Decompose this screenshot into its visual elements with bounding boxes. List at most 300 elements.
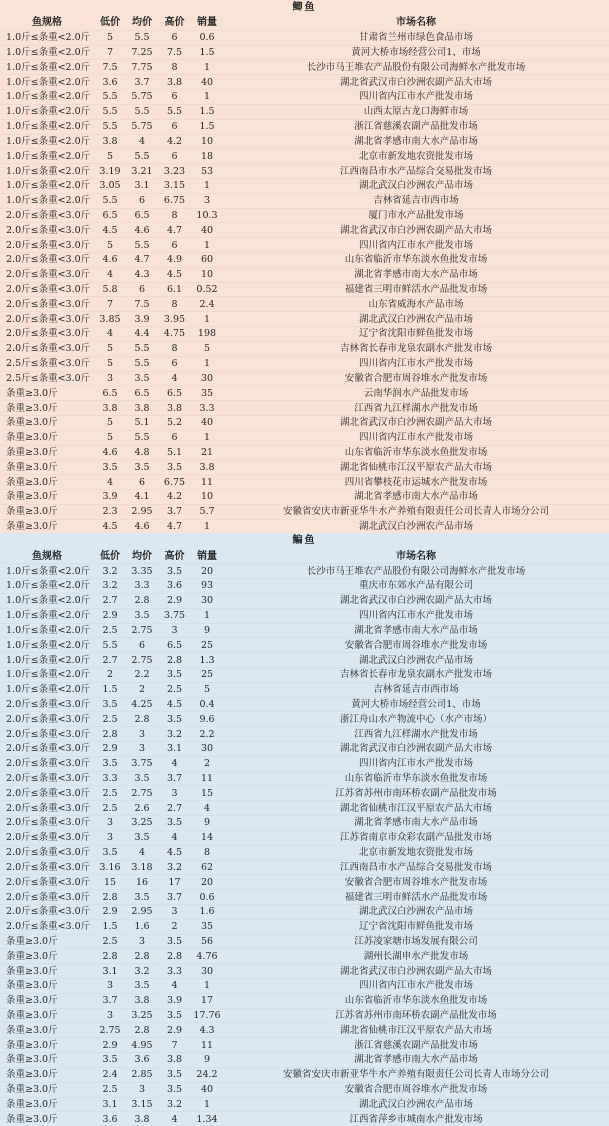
cell-volume: 1.5 [191, 104, 223, 119]
cell-high: 2.5 [158, 682, 191, 697]
cell-high: 8 [158, 297, 191, 312]
cell-spec: 条重≥3.0斤 [0, 415, 94, 430]
table-row [0, 653, 609, 668]
cell-volume: 1 [191, 356, 223, 371]
header-volume: 销量 [197, 550, 217, 562]
cell-high: 4 [158, 371, 191, 386]
cell-high: 6.5 [158, 638, 191, 653]
cell-low: 4 [94, 327, 126, 342]
table-row [0, 1038, 609, 1053]
cell-avg: 3.9 [126, 312, 158, 327]
cell-avg: 2.2 [126, 667, 158, 682]
cell-market: 安徽省合肥市周谷堆水产批发市场 [223, 638, 609, 653]
cell-market: 湖北武汉白沙洲农产品市场 [223, 1097, 609, 1112]
cell-market: 长沙市马王堆农产品股份有限公司海鲜水产批发市场 [223, 564, 609, 579]
table-row [0, 445, 609, 460]
cell-spec: 2.0斤≤条重<3.0斤 [0, 208, 94, 223]
cell-spec: 2.0斤≤条重<3.0斤 [0, 830, 94, 845]
crucian-table-body [0, 30, 609, 533]
cell-low: 4.6 [94, 445, 126, 460]
table-header-row [0, 16, 609, 30]
cell-spec: 2.0斤≤条重<3.0斤 [0, 890, 94, 905]
cell-market: 黄河大桥市场经营公司1、市场 [223, 697, 609, 712]
cell-high: 3.5 [158, 1067, 191, 1082]
cell-avg: 3.25 [126, 816, 158, 831]
cell-spec: 2.0斤≤条重<3.0斤 [0, 223, 94, 238]
cell-low: 3.6 [94, 1112, 126, 1126]
cell-high: 3.5 [158, 934, 191, 949]
cell-avg: 3.21 [126, 164, 158, 179]
cell-low: 2.9 [94, 904, 126, 919]
cell-high: 2 [158, 919, 191, 934]
cell-spec: 1.0斤≤条重<2.0斤 [0, 119, 94, 134]
cell-volume: 1.5 [191, 119, 223, 134]
cell-avg: 6 [126, 475, 158, 490]
cell-avg: 5.5 [126, 30, 158, 45]
cell-spec: 条重≥3.0斤 [0, 1067, 94, 1082]
cell-high: 7 [158, 1038, 191, 1053]
table-row [0, 30, 609, 45]
cell-low: 2.8 [94, 890, 126, 905]
cell-market: 湖州长湖申水产批发市场 [223, 949, 609, 964]
table-row [0, 475, 609, 490]
cell-high: 4.9 [158, 253, 191, 268]
table-row [0, 875, 609, 890]
table-row [0, 816, 609, 831]
cell-high: 2.8 [158, 653, 191, 668]
cell-volume: 2.4 [191, 297, 223, 312]
cell-low: 5 [94, 430, 126, 445]
cell-low: 3.1 [94, 1097, 126, 1112]
cell-high: 3.5 [158, 712, 191, 727]
cell-low: 2.5 [94, 712, 126, 727]
cell-market: 吉林省长春市龙泉农副水产批发市场 [223, 667, 609, 682]
table-row [0, 593, 609, 608]
cell-avg: 5.5 [126, 149, 158, 164]
cell-high: 3.7 [158, 890, 191, 905]
cell-volume: 40 [191, 75, 223, 90]
cell-avg: 4.8 [126, 445, 158, 460]
cell-volume: 60 [191, 253, 223, 268]
cell-avg: 3 [126, 742, 158, 757]
cell-volume: 15 [191, 786, 223, 801]
cell-high: 3.75 [158, 608, 191, 623]
chub-table-body [0, 564, 609, 1126]
cell-avg: 4.6 [126, 223, 158, 238]
table-row [0, 430, 609, 445]
table-row [0, 75, 609, 90]
cell-volume: 0.4 [191, 697, 223, 712]
table-row [0, 1008, 609, 1023]
cell-avg: 3.8 [126, 401, 158, 416]
cell-volume: 3 [191, 193, 223, 208]
cell-low: 3.8 [94, 134, 126, 149]
cell-market: 湖北省武汉市白沙洲农副产品大市场 [223, 223, 609, 238]
cell-market: 浙江省慈溪农副产品批发市场 [223, 119, 609, 134]
cell-market: 四川省内江市水产批发市场 [223, 430, 609, 445]
cell-market: 安徽省合肥市周谷堆水产批发市场 [223, 875, 609, 890]
cell-avg: 2.75 [126, 623, 158, 638]
cell-market: 山东省威海水产品市场 [223, 297, 609, 312]
cell-market: 湖北省孝感市南大水产品市场 [223, 134, 609, 149]
cell-spec: 1.0斤≤条重<2.0斤 [0, 564, 94, 579]
cell-volume: 17 [191, 993, 223, 1008]
cell-spec: 2.0斤≤条重<3.0斤 [0, 875, 94, 890]
cell-volume: 0.52 [191, 282, 223, 297]
cell-high: 3.3 [158, 964, 191, 979]
cell-avg: 3.6 [126, 1053, 158, 1068]
cell-avg: 3.35 [126, 564, 158, 579]
cell-volume: 1.6 [191, 904, 223, 919]
cell-avg: 3.25 [126, 1008, 158, 1023]
cell-high: 6 [158, 90, 191, 105]
chub-section [0, 533, 609, 1126]
cell-low: 3.8 [94, 401, 126, 416]
cell-spec: 1.0斤≤条重<2.0斤 [0, 75, 94, 90]
cell-high: 3.5 [158, 1008, 191, 1023]
cell-volume: 40 [191, 223, 223, 238]
cell-avg: 3.3 [126, 579, 158, 594]
table-row [0, 993, 609, 1008]
table-row [0, 238, 609, 253]
table-row [0, 267, 609, 282]
cell-spec: 1.0斤≤条重<2.0斤 [0, 579, 94, 594]
cell-market: 湖北省武汉市白沙洲农副产品大市场 [223, 593, 609, 608]
cell-low: 5 [94, 149, 126, 164]
cell-volume: 14 [191, 830, 223, 845]
cell-low: 3.2 [94, 564, 126, 579]
cell-avg: 6.5 [126, 208, 158, 223]
cell-high: 3.7 [158, 504, 191, 519]
cell-market: 四川省内江市水产批发市场 [223, 238, 609, 253]
cell-volume: 9 [191, 1053, 223, 1068]
cell-high: 2.7 [158, 801, 191, 816]
chub-price-table [0, 549, 609, 1126]
table-row [0, 371, 609, 386]
table-row [0, 490, 609, 505]
cell-volume: 4.76 [191, 949, 223, 964]
cell-high: 7.5 [158, 45, 191, 60]
cell-spec: 条重≥3.0斤 [0, 1023, 94, 1038]
cell-low: 2.4 [94, 1067, 126, 1082]
cell-avg: 3 [126, 1082, 158, 1097]
cell-spec: 条重≥3.0斤 [0, 401, 94, 416]
cell-market: 湖北省仙桃市江汉平原农产品大市场 [223, 801, 609, 816]
cell-market: 长沙市马王堆农产品股份有限公司海鲜水产批发市场 [223, 60, 609, 75]
cell-spec: 2.0斤≤条重<3.0斤 [0, 282, 94, 297]
cell-high: 6.5 [158, 386, 191, 401]
cell-volume: 1 [191, 608, 223, 623]
cell-low: 7 [94, 45, 126, 60]
cell-volume: 198 [191, 327, 223, 342]
cell-low: 2.5 [94, 786, 126, 801]
table-row [0, 579, 609, 594]
cell-market: 山东省临沂市华东淡水鱼批发市场 [223, 993, 609, 1008]
cell-low: 2.9 [94, 742, 126, 757]
cell-spec: 条重≥3.0斤 [0, 1097, 94, 1112]
table-row [0, 1082, 609, 1097]
cell-spec: 2.0斤≤条重<3.0斤 [0, 727, 94, 742]
cell-spec: 条重≥3.0斤 [0, 386, 94, 401]
cell-volume: 1.34 [191, 1112, 223, 1126]
table-row [0, 223, 609, 238]
table-row [0, 149, 609, 164]
cell-avg: 3 [126, 934, 158, 949]
cell-low: 7 [94, 297, 126, 312]
cell-low: 5.8 [94, 282, 126, 297]
cell-volume: 53 [191, 164, 223, 179]
table-row [0, 904, 609, 919]
cell-market: 湖北省孝感市南大水产品市场 [223, 816, 609, 831]
cell-spec: 条重≥3.0斤 [0, 949, 94, 964]
cell-avg: 3.5 [126, 890, 158, 905]
cell-volume: 4 [191, 801, 223, 816]
cell-market: 福建省三明市鲜活水产品批发市场 [223, 282, 609, 297]
cell-volume: 10 [191, 490, 223, 505]
table-row [0, 608, 609, 623]
cell-market: 吉林省延吉市西市场 [223, 682, 609, 697]
table-row [0, 934, 609, 949]
cell-spec: 2.0斤≤条重<3.0斤 [0, 697, 94, 712]
cell-spec: 条重≥3.0斤 [0, 964, 94, 979]
cell-high: 3.15 [158, 178, 191, 193]
cell-avg: 16 [126, 875, 158, 890]
cell-volume: 1 [191, 238, 223, 253]
cell-low: 5.5 [94, 90, 126, 105]
cell-market: 湖北武汉白沙洲农产品市场 [223, 178, 609, 193]
cell-volume: 11 [191, 771, 223, 786]
cell-avg: 5.5 [126, 430, 158, 445]
cell-spec: 1.0斤≤条重<2.0斤 [0, 30, 94, 45]
cell-avg: 6 [126, 193, 158, 208]
cell-volume: 30 [191, 593, 223, 608]
cell-market: 四川省攀枝花市运城水产批发市场 [223, 475, 609, 490]
cell-volume: 20 [191, 564, 223, 579]
cell-market: 江西省九江样湖水产批发市场 [223, 401, 609, 416]
cell-avg: 2.95 [126, 504, 158, 519]
table-row [0, 282, 609, 297]
cell-low: 3.3 [94, 771, 126, 786]
cell-spec: 2.0斤≤条重<3.0斤 [0, 312, 94, 327]
cell-volume: 10 [191, 134, 223, 149]
table-row [0, 104, 609, 119]
cell-volume: 2 [191, 756, 223, 771]
cell-spec: 1.0斤≤条重<2.0斤 [0, 623, 94, 638]
cell-low: 3.16 [94, 860, 126, 875]
cell-market: 江西省萍乡市城南水产批发市场 [223, 1112, 609, 1126]
cell-high: 3.1 [158, 742, 191, 757]
cell-volume: 21 [191, 445, 223, 460]
cell-volume: 30 [191, 964, 223, 979]
cell-volume: 3.3 [191, 401, 223, 416]
header-high: 高价 [164, 17, 185, 29]
table-row [0, 949, 609, 964]
cell-low: 3 [94, 816, 126, 831]
cell-avg: 3.1 [126, 178, 158, 193]
cell-spec: 1.0斤≤条重<2.0斤 [0, 193, 94, 208]
cell-avg: 4.95 [126, 1038, 158, 1053]
cell-avg: 5.5 [126, 104, 158, 119]
cell-avg: 5.1 [126, 415, 158, 430]
table-header-row [0, 549, 609, 563]
cell-spec: 1.0斤≤条重<2.0斤 [0, 149, 94, 164]
table-row [0, 253, 609, 268]
cell-volume: 1 [191, 1097, 223, 1112]
cell-market: 山东省临沂市华东淡水鱼批发市场 [223, 253, 609, 268]
table-row [0, 460, 609, 475]
cell-spec: 1.0斤≤条重<2.0斤 [0, 682, 94, 697]
cell-high: 4.5 [158, 267, 191, 282]
cell-market: 江西南昌市水产品综合交易批发市场 [223, 860, 609, 875]
cell-spec: 2.0斤≤条重<3.0斤 [0, 816, 94, 831]
cell-spec: 2.0斤≤条重<3.0斤 [0, 904, 94, 919]
cell-low: 5 [94, 238, 126, 253]
cell-volume: 3.8 [191, 460, 223, 475]
cell-avg: 7.5 [126, 297, 158, 312]
cell-avg: 3.7 [126, 75, 158, 90]
cell-low: 5.5 [94, 104, 126, 119]
cell-avg: 3.2 [126, 964, 158, 979]
table-row [0, 164, 609, 179]
cell-market: 福建省三明市鲜活水产品批发市场 [223, 890, 609, 905]
cell-avg: 1.6 [126, 919, 158, 934]
table-row [0, 134, 609, 149]
cell-low: 7.5 [94, 60, 126, 75]
header-avg: 均价 [132, 550, 152, 562]
cell-market: 四川省内江市水产批发市场 [223, 608, 609, 623]
cell-avg: 3.5 [126, 979, 158, 994]
cell-spec: 1.0斤≤条重<2.0斤 [0, 164, 94, 179]
cell-market: 安徽省合肥市周谷堆水产批发市场 [223, 371, 609, 386]
cell-avg: 4 [126, 134, 158, 149]
cell-avg: 2.8 [126, 593, 158, 608]
table-row [0, 860, 609, 875]
cell-market: 湖北武汉白沙洲农产品市场 [223, 312, 609, 327]
table-row [0, 208, 609, 223]
table-row [0, 727, 609, 742]
cell-high: 6 [158, 430, 191, 445]
cell-low: 5.5 [94, 119, 126, 134]
cell-volume: 11 [191, 475, 223, 490]
cell-high: 4 [158, 979, 191, 994]
cell-volume: 40 [191, 415, 223, 430]
table-row [0, 119, 609, 134]
cell-low: 2.9 [94, 1038, 126, 1053]
cell-volume: 25 [191, 638, 223, 653]
cell-market: 湖北武汉白沙洲农产品市场 [223, 653, 609, 668]
cell-avg: 3.8 [126, 993, 158, 1008]
cell-spec: 条重≥3.0斤 [0, 979, 94, 994]
cell-high: 6 [158, 238, 191, 253]
cell-spec: 2.5斤≤条重<3.0斤 [0, 356, 94, 371]
table-row [0, 401, 609, 416]
cell-low: 3 [94, 979, 126, 994]
cell-spec: 条重≥3.0斤 [0, 1082, 94, 1097]
cell-avg: 4.1 [126, 490, 158, 505]
table-row [0, 1067, 609, 1082]
cell-high: 3 [158, 623, 191, 638]
table-row [0, 90, 609, 105]
cell-volume: 4.3 [191, 1023, 223, 1038]
cell-low: 3.85 [94, 312, 126, 327]
cell-low: 3.19 [94, 164, 126, 179]
table-row [0, 327, 609, 342]
cell-low: 3 [94, 1008, 126, 1023]
crucian-section-title: 鲫鱼 [292, 2, 317, 13]
cell-market: 浙江舟山水产物流中心（水产市场） [223, 712, 609, 727]
cell-market: 山西太原古龙口海鲜市场 [223, 104, 609, 119]
cell-volume: 1 [191, 519, 223, 533]
cell-low: 3.5 [94, 460, 126, 475]
cell-spec: 2.0斤≤条重<3.0斤 [0, 756, 94, 771]
cell-high: 3.2 [158, 860, 191, 875]
cell-high: 3.5 [158, 564, 191, 579]
table-row [0, 623, 609, 638]
cell-volume: 10 [191, 267, 223, 282]
cell-volume: 10.3 [191, 208, 223, 223]
cell-market: 湖北省孝感市南大水产品市场 [223, 490, 609, 505]
cell-volume: 1 [191, 430, 223, 445]
cell-high: 6 [158, 149, 191, 164]
cell-high: 4.75 [158, 327, 191, 342]
cell-spec: 1.0斤≤条重<2.0斤 [0, 134, 94, 149]
cell-market: 四川省内江市水产批发市场 [223, 90, 609, 105]
cell-low: 1.5 [94, 682, 126, 697]
header-spec: 鱼规格 [32, 550, 62, 562]
table-row [0, 60, 609, 75]
cell-low: 4 [94, 475, 126, 490]
cell-avg: 3.15 [126, 1097, 158, 1112]
cell-high: 4.7 [158, 519, 191, 533]
cell-volume: 1.5 [191, 45, 223, 60]
cell-market: 浙江省慈溪农副产品批发市场 [223, 1038, 609, 1053]
cell-market: 云南华润水产品批发市场 [223, 386, 609, 401]
cell-spec: 条重≥3.0斤 [0, 1038, 94, 1053]
cell-high: 3.7 [158, 771, 191, 786]
cell-high: 4.5 [158, 697, 191, 712]
cell-avg: 4.25 [126, 697, 158, 712]
cell-low: 2.8 [94, 949, 126, 964]
cell-high: 3 [158, 786, 191, 801]
cell-avg: 7.25 [126, 45, 158, 60]
cell-spec: 1.0斤≤条重<2.0斤 [0, 178, 94, 193]
cell-low: 3.7 [94, 993, 126, 1008]
cell-volume: 18 [191, 149, 223, 164]
cell-avg: 3.5 [126, 830, 158, 845]
cell-market: 安徽省安庆市新亚华牛水产养殖有限责任公司长青人市场分公司 [223, 504, 609, 519]
cell-volume: 35 [191, 386, 223, 401]
cell-high: 2.8 [158, 949, 191, 964]
table-row [0, 519, 609, 533]
cell-avg: 2 [126, 682, 158, 697]
header-volume: 销量 [197, 17, 217, 29]
cell-low: 4 [94, 267, 126, 282]
cell-high: 3.5 [158, 1082, 191, 1097]
cell-low: 5 [94, 30, 126, 45]
cell-low: 5 [94, 415, 126, 430]
cell-avg: 2.95 [126, 904, 158, 919]
cell-spec: 条重≥3.0斤 [0, 1053, 94, 1068]
cell-spec: 2.0斤≤条重<3.0斤 [0, 238, 94, 253]
cell-spec: 2.0斤≤条重<3.0斤 [0, 267, 94, 282]
cell-market: 黄河大桥市场经营公司1、市场 [223, 45, 609, 60]
cell-low: 5.5 [94, 638, 126, 653]
cell-market: 四川省内江市水产批发市场 [223, 756, 609, 771]
cell-high: 3.95 [158, 312, 191, 327]
cell-avg: 3.5 [126, 608, 158, 623]
cell-volume: 30 [191, 742, 223, 757]
cell-avg: 2.75 [126, 653, 158, 668]
